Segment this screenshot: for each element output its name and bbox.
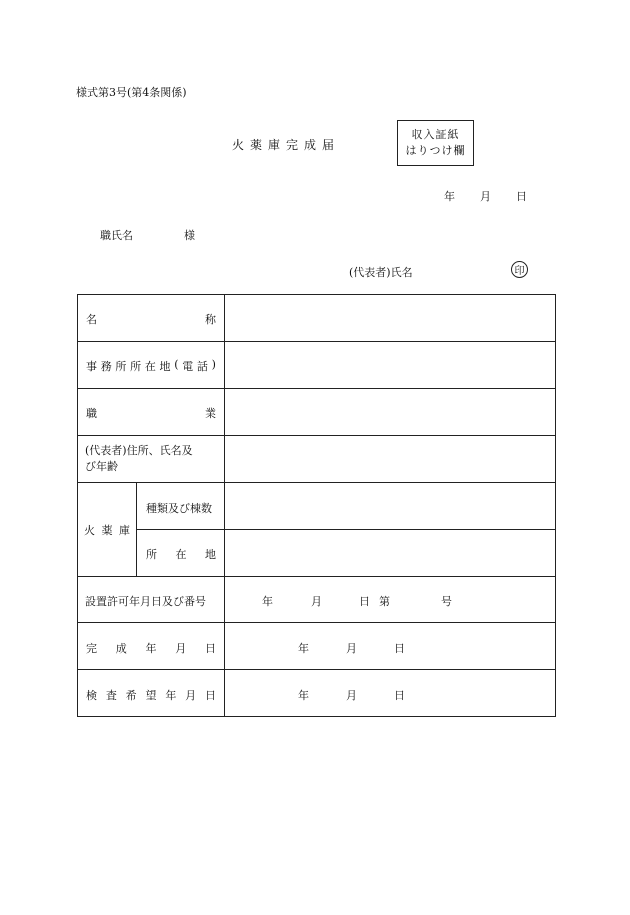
office-label-char: ( <box>174 358 179 371</box>
magazine-type-label: 種類及び棟数 <box>146 502 212 515</box>
date-year-label: 年 <box>444 190 455 203</box>
magazine-label-char: 薬 <box>101 524 113 537</box>
office-label-char: 話 <box>196 360 208 373</box>
seal-mark-icon: 印 <box>511 261 528 278</box>
name-label-char: 名 <box>86 313 97 326</box>
name-label-char: 称 <box>205 313 216 326</box>
representative-label-line1: (代表者)住所、氏名及 <box>85 444 193 457</box>
office-label-char: 電 <box>182 360 194 373</box>
magazine-label-char: 火 <box>84 524 95 537</box>
permit-label: 設置許可年月日及び番号 <box>85 595 206 608</box>
magazine-label <box>84 522 130 538</box>
inspection-label-char: 日 <box>204 689 216 702</box>
office-location-label <box>86 358 216 374</box>
date-month-label: 月 <box>480 190 491 203</box>
office-label-char: 所 <box>115 360 127 373</box>
inspection-year-label: 年 <box>298 689 309 702</box>
inspection-label-char: 年 <box>165 689 177 702</box>
inspection-day-label: 日 <box>394 689 405 702</box>
magazine-label-char: 庫 <box>119 524 130 537</box>
name-field[interactable] <box>225 296 554 341</box>
inspection-label-char: 希 <box>125 689 137 702</box>
stamp-box-line1: 収入証紙 <box>411 128 460 141</box>
completion-year-label: 年 <box>298 642 309 655</box>
completion-label-char: 完 <box>86 642 97 655</box>
completion-label-char: 月 <box>175 642 187 655</box>
permit-day-label: 日 <box>359 595 370 608</box>
document-title: 火薬庫完成届 <box>232 138 341 152</box>
completion-date-label <box>86 640 216 656</box>
representative-name-label: (代表者)氏名 <box>349 266 413 279</box>
permit-year-label: 年 <box>262 595 273 608</box>
stamp-box-line2: はりつけ欄 <box>405 144 466 157</box>
magazine-location-char: 在 <box>175 548 187 561</box>
permit-number-suffix: 号 <box>441 595 452 608</box>
office-label-char: 地 <box>159 360 171 373</box>
name-label <box>86 311 216 327</box>
magazine-location-field[interactable] <box>225 530 554 575</box>
occupation-field[interactable] <box>225 389 554 434</box>
office-label-char: 事 <box>86 360 97 373</box>
occupation-label <box>86 405 216 421</box>
revenue-stamp-box <box>397 120 474 166</box>
form-number: 様式第3号(第4条関係) <box>76 86 187 99</box>
permit-month-label: 月 <box>311 595 322 608</box>
permit-number-prefix: 第 <box>379 595 390 608</box>
inspection-date-label <box>86 687 216 703</box>
completion-label-char: 日 <box>205 642 216 655</box>
office-label-char: 所 <box>130 360 142 373</box>
office-location-field[interactable] <box>225 342 554 387</box>
addressee-label: 職氏名 <box>100 229 133 242</box>
representative-info-label <box>85 443 193 475</box>
form-table <box>77 294 556 717</box>
inspection-label-char: 検 <box>86 689 97 702</box>
magazine-type-field[interactable] <box>225 483 554 528</box>
occupation-label-char: 職 <box>86 407 97 420</box>
magazine-location-label <box>146 546 216 562</box>
office-label-char: 在 <box>144 360 156 373</box>
inspection-month-label: 月 <box>346 689 357 702</box>
office-label-char: ) <box>211 358 216 371</box>
addressee-honorific: 様 <box>184 229 195 242</box>
occupation-label-char: 業 <box>205 407 216 420</box>
completion-month-label: 月 <box>346 642 357 655</box>
completion-label-char: 成 <box>115 642 127 655</box>
representative-label-line2: び年齢 <box>85 460 118 473</box>
completion-label-char: 年 <box>145 642 157 655</box>
inspection-label-char: 望 <box>145 689 157 702</box>
magazine-location-char: 地 <box>205 548 216 561</box>
office-label-char: 務 <box>100 360 112 373</box>
representative-info-field[interactable] <box>225 436 554 481</box>
magazine-location-char: 所 <box>146 548 157 561</box>
inspection-label-char: 月 <box>185 689 197 702</box>
inspection-label-char: 査 <box>105 689 117 702</box>
completion-day-label: 日 <box>394 642 405 655</box>
date-day-label: 日 <box>516 190 527 203</box>
